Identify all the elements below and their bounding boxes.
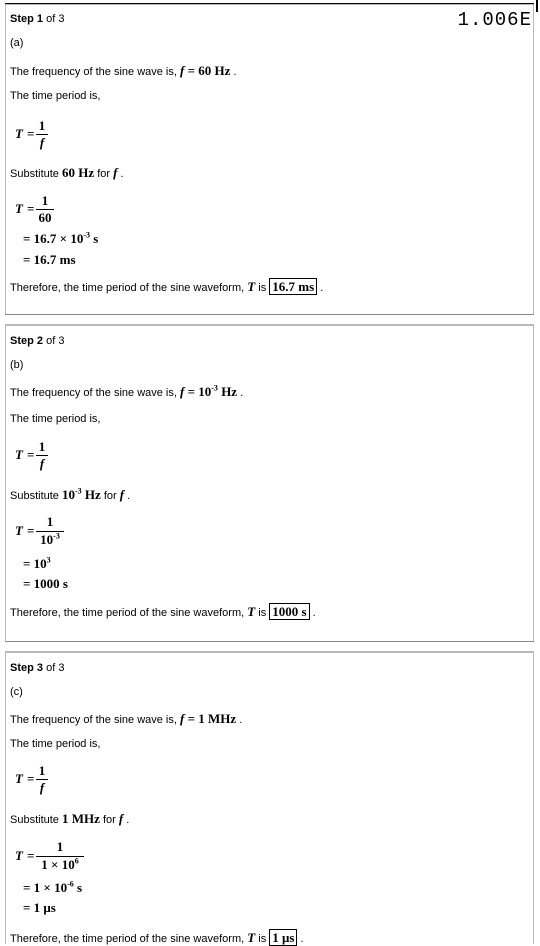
step-3 <box>5 652 534 944</box>
result-line: Therefore, the time period of the sine waveform, T is 16.7 ms . <box>10 279 324 294</box>
substitute-line: Substitute 1 MHz for f . <box>10 811 130 826</box>
calculation-line: = $10^3$ <box>23 555 51 571</box>
step-header: Step 1 of 3 <box>10 13 65 25</box>
substitute-line: Substitute 60 Hz for f . <box>10 165 124 180</box>
step-divider <box>5 314 534 315</box>
frequency-line: The frequency of the sine wave is, f = 60 Hz . <box>10 63 237 78</box>
step-2 <box>5 325 534 641</box>
calculation-fraction: T = 1 $10^{-3}$ <box>15 514 85 552</box>
step-header: Step 3 of 3 <box>10 662 65 674</box>
calculation-line: = $1 \times 10^{-6}$ s <box>23 879 83 895</box>
period-formula: T = 1 f <box>15 118 75 154</box>
result-line: Therefore, the time period of the sine waveform, T is 1000 s . <box>10 604 316 619</box>
result-line: Therefore, the time period of the sine waveform, T is 1 μs . <box>10 930 304 945</box>
period-formula: T = 1 f <box>15 763 75 799</box>
period-intro: The time period is, <box>10 90 101 102</box>
step-1 <box>5 4 534 314</box>
part-label: (c) <box>10 686 23 698</box>
calculation-fraction: T = 1 60 <box>15 193 75 229</box>
period-formula: T = 1 f <box>15 439 75 475</box>
calculation-line: = 16.7 ms <box>23 252 76 267</box>
calculation-line: = $16.7 \times 10^{-3}$ s <box>23 230 99 246</box>
period-intro: The time period is, <box>10 413 101 425</box>
answer-box: 1000 s <box>269 603 309 620</box>
calculation-fraction: T = 1 $1 \times 10^6$ <box>15 839 105 877</box>
frequency-line: The frequency of the sine wave is, f = 1 MHz . <box>10 711 243 726</box>
calculation-line: = 1000 s <box>23 576 68 591</box>
solution-code: 1.006E <box>457 9 532 31</box>
step-divider <box>5 641 534 642</box>
part-label: (b) <box>10 359 24 371</box>
substitute-line: Substitute $10^{-3}$ Hz for f . <box>10 486 131 502</box>
frequency-line: The frequency of the sine wave is, $f = 10^{-3}$ Hz . <box>10 383 244 399</box>
answer-box: 1 μs <box>269 929 297 946</box>
calculation-line: = 1 μs <box>23 900 56 915</box>
answer-box: 16.7 ms <box>269 278 317 295</box>
part-label: (a) <box>10 37 24 49</box>
step-header: Step 2 of 3 <box>10 335 65 347</box>
corner-mark <box>536 0 538 12</box>
period-intro: The time period is, <box>10 738 101 750</box>
